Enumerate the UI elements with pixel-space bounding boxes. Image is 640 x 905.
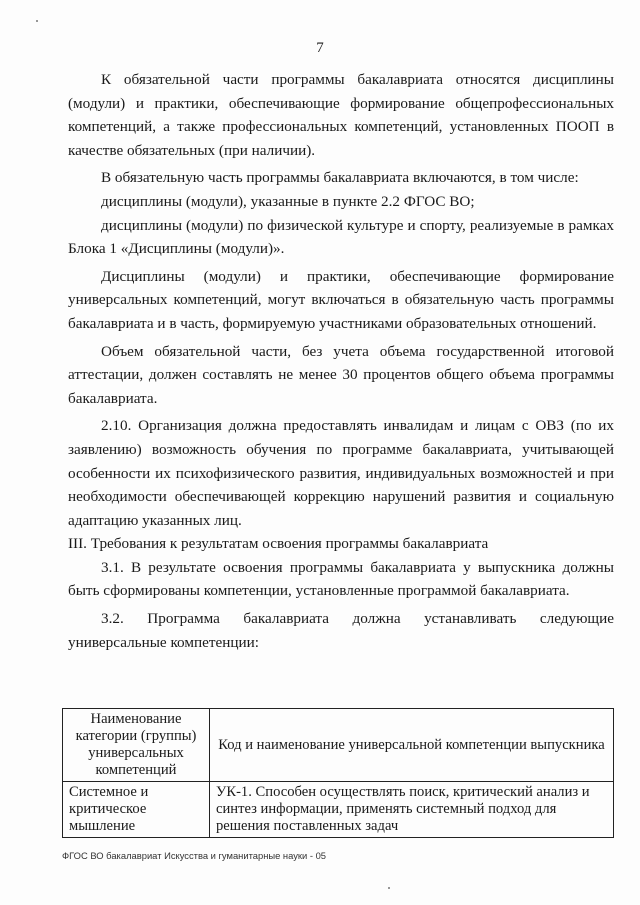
page-number: 7 bbox=[316, 40, 324, 56]
page-footer: ФГОС ВО бакалавриат Искусства и гуманитарные науки - 05 bbox=[62, 850, 327, 861]
paragraph-2-10-disabled-access: 2.10. Организация должна предоставлять инвалидам и лицам с ОВЗ (по их заявлению) возможность обучения по программе бакалавриата, учитывающей особенности их психофизического развития, индивидуальных возможностей и при необходимости обеспечивающей коррекцию нарушений развития и социальную адаптацию указанных лиц. bbox=[68, 417, 614, 529]
scan-speck bbox=[388, 887, 390, 889]
paragraph-mandatory-part: К обязательной части программы бакалавриата относятся дисциплины (модули) и практики, обеспечивающие формирование общепрофессиональных компетенций, а также профессиональных компетенций, установленных ПООП в качестве обязательных (при наличии). bbox=[68, 71, 614, 159]
scan-speck bbox=[36, 20, 38, 22]
paragraph-mandatory-volume: Объем обязательной части, без учета объема государственной итоговой аттестации, должен составлять не менее 30 процентов общего объема программы бакалавриата. bbox=[68, 342, 614, 407]
table-header-row bbox=[63, 709, 614, 782]
paragraph-universal-competencies: Дисциплины (модули) и практики, обеспечивающие формирование универсальных компетенций, могут включаться в обязательную часть программы бакалавриата и в часть, формируемую участниками образовательных отношений. bbox=[68, 267, 614, 332]
table-row bbox=[63, 782, 614, 838]
section-heading: III. Требования к результатам освоения программы бакалавриата bbox=[68, 535, 489, 553]
paragraph-item-physical-culture: дисциплины (модули) по физической культуре и спорту, реализуемые в рамках Блока 1 «Дисциплины (модули)». bbox=[68, 216, 614, 258]
table-cell-competency: УК-1. Способен осуществлять поиск, критический анализ и синтез информации, применять системный подход для решения поставленных задач bbox=[210, 782, 614, 838]
table-cell-category: Системное и критическое мышление bbox=[63, 782, 210, 838]
paragraph-3-2: 3.2. Программа бакалавриата должна устанавливать следующие универсальные компетенции: bbox=[68, 610, 614, 651]
paragraph-included-items: В обязательную часть программы бакалавриата включаются, в том числе: bbox=[101, 169, 579, 187]
competencies-table bbox=[62, 708, 614, 838]
table-header-code: Код и наименование универсальной компетенции выпускника bbox=[210, 709, 614, 782]
table-header-category: Наименование категории (группы) универсальных компетенций bbox=[63, 709, 210, 782]
paragraph-item-disciplines-fgos: дисциплины (модули), указанные в пункте 2.2 ФГОС ВО; bbox=[101, 192, 475, 210]
paragraph-3-1: 3.1. В результате освоения программы бакалавриата у выпускника должны быть сформированы компетенции, установленные программой бакалавриата. bbox=[68, 558, 614, 600]
document-body bbox=[68, 68, 614, 654]
